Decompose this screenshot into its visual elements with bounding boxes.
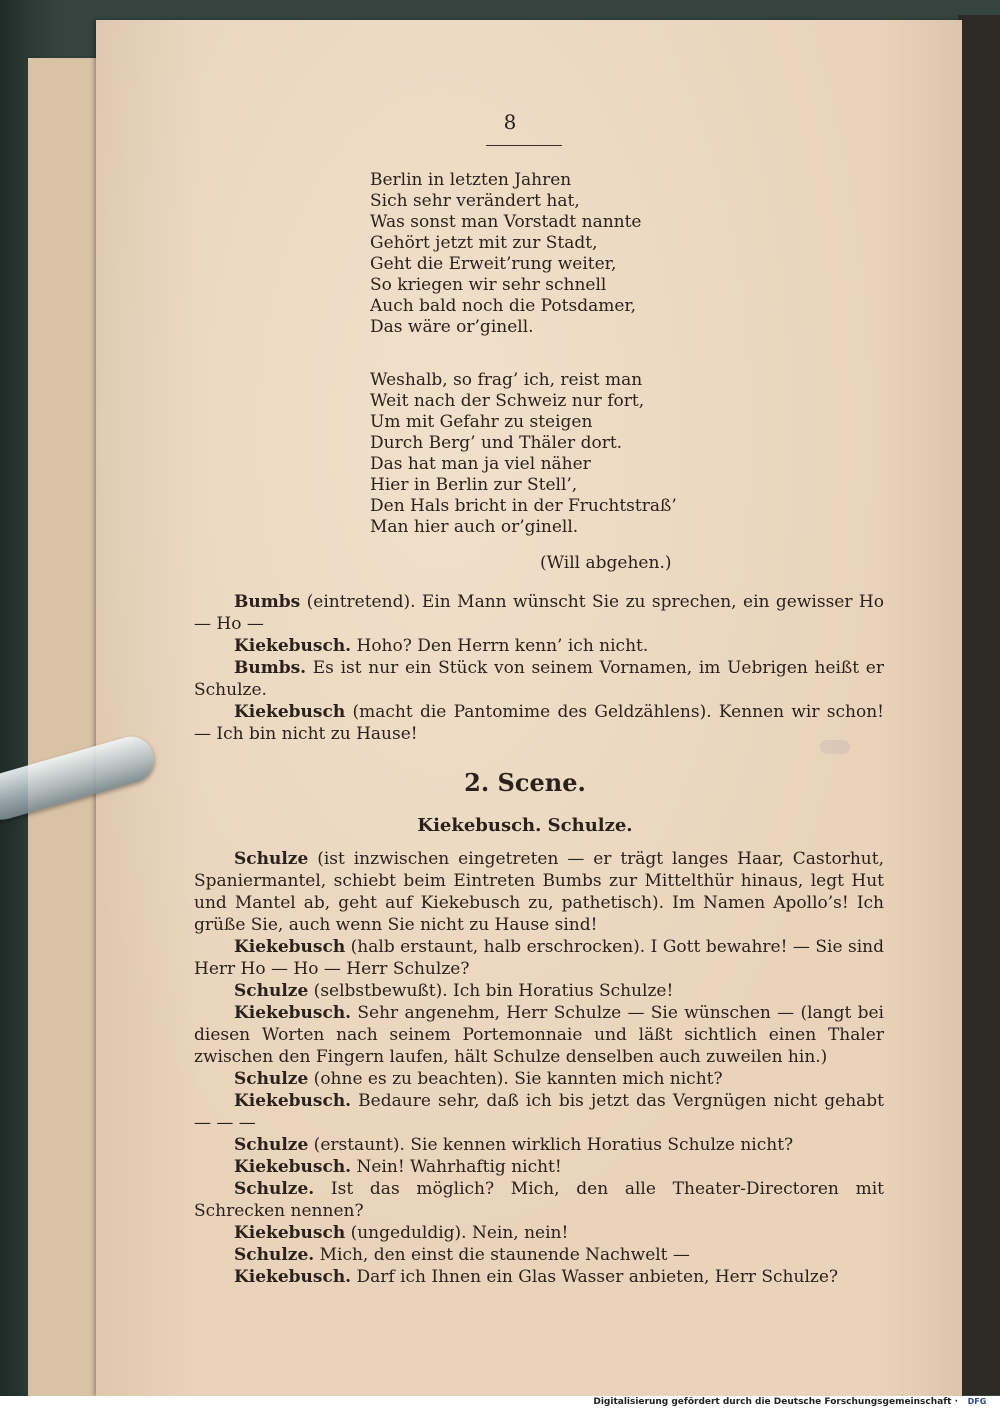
dialogue-paragraph	[194, 1178, 884, 1222]
speaker-name: Kiekebusch.	[234, 1267, 352, 1287]
verse-line: Hier in Berlin zur Stell’,	[370, 475, 578, 495]
speech-text: (ungeduldig). Nein, nein!	[345, 1223, 569, 1243]
dialogue-paragraph	[194, 657, 884, 701]
speech-text: Hoho? Den Herrn kenn’ ich nicht.	[351, 636, 649, 656]
dialogue-paragraph	[194, 1222, 884, 1244]
dialogue-paragraph	[194, 635, 884, 657]
funding-credit: Digitalisierung gefördert durch die Deutsche Forschungsgemeinschaft ·	[593, 1397, 958, 1407]
speaker-name: Schulze	[234, 849, 309, 869]
speech-text: Bedaure sehr, daß ich bis jetzt das Vergnügen nicht gehabt — — —	[194, 1091, 884, 1133]
verse-line: So kriegen wir sehr schnell	[370, 275, 607, 295]
dialogue-paragraph	[194, 1156, 884, 1178]
dialogue-paragraph	[194, 936, 884, 980]
dialogue-paragraph	[194, 1068, 884, 1090]
speaker-name: Schulze	[234, 1135, 309, 1155]
verse-line: Durch Berg’ und Thäler dort.	[370, 433, 623, 453]
verse-line: Das wäre or’ginell.	[370, 317, 534, 337]
speech-text: (erstaunt). Sie kennen wirklich Horatius Schulze nicht?	[308, 1135, 794, 1155]
dialogue-paragraph	[194, 701, 884, 745]
speaker-name: Kiekebusch	[234, 937, 346, 957]
dialogue-paragraph	[194, 1134, 884, 1156]
verse-line: Sich sehr verändert hat,	[370, 191, 580, 211]
speech-text: (ohne es zu beachten). Sie kannten mich nicht?	[308, 1069, 723, 1089]
page-number-rule	[486, 145, 562, 146]
dialogue-paragraph	[194, 1002, 884, 1068]
scene-persons: Kiekebusch. Schulze.	[417, 815, 633, 836]
book-cover-edge	[958, 15, 1000, 1395]
verse-stanza-2	[370, 370, 790, 538]
verse-line: Gehört jetzt mit zur Stadt,	[370, 233, 598, 253]
speech-text: (halb erstaunt, halb erschrocken). I Gott bewahre! — Sie sind Herr Ho — Ho — Herr Schulze?	[194, 937, 884, 979]
verse-stanza-1	[370, 170, 790, 338]
speech-text: Es ist nur ein Stück von seinem Vornamen, im Uebrigen heißt er Schulze.	[194, 658, 884, 700]
verse-line: Auch bald noch die Potsdamer,	[370, 296, 637, 316]
speech-text: (eintretend). Ein Mann wünscht Sie zu sprechen, ein gewisser Ho — Ho —	[194, 592, 884, 634]
speaker-name: Schulze	[234, 1069, 309, 1089]
dfg-logo: DFG	[967, 1397, 987, 1406]
dialogue-paragraph	[194, 980, 884, 1002]
speaker-name: Schulze.	[234, 1179, 315, 1199]
ink-smudge	[820, 740, 850, 754]
speaker-name: Bumbs	[234, 592, 301, 612]
verse-line: Berlin in letzten Jahren	[370, 170, 572, 190]
speech-text: Sehr angenehm, Herr Schulze — Sie wünschen — (langt bei diesen Worten nach seinem Portemonnaie und läßt sichtlich einen Thaler zwischen den Fingern laufen, hält Schulze denselben auch zuweilen hin.)	[194, 1003, 884, 1067]
verse-line: Weshalb, so frag’ ich, reist man	[370, 370, 643, 390]
stage-direction: (Will abgehen.)	[540, 553, 672, 573]
verse-line: Um mit Gefahr zu steigen	[370, 412, 593, 432]
speech-text: Darf ich Ihnen ein Glas Wasser anbieten, Herr Schulze?	[351, 1267, 839, 1287]
speech-text: (macht die Pantomime des Geldzählens). Kennen wir schon! — Ich bin nicht zu Hause!	[194, 702, 884, 744]
dialogue-paragraph	[194, 848, 884, 936]
verse-line: Weit nach der Schweiz nur fort,	[370, 391, 645, 411]
dialogue-paragraph	[194, 1266, 884, 1288]
speaker-name: Schulze.	[234, 1245, 315, 1265]
page-number: 8	[503, 110, 517, 134]
dialogue-paragraph	[194, 1244, 884, 1266]
speaker-name: Kiekebusch.	[234, 1157, 352, 1177]
speech-text: Ist das möglich? Mich, den alle Theater-Directoren mit Schrecken nennen?	[194, 1179, 884, 1221]
speech-text: Mich, den einst die staunende Nachwelt —	[314, 1245, 690, 1265]
verse-line: Den Hals bricht in der Fruchtstraß’	[370, 496, 677, 516]
speaker-name: Kiekebusch	[234, 1223, 346, 1243]
speech-text: (selbstbewußt). Ich bin Horatius Schulze!	[308, 981, 674, 1001]
verse-line: Man hier auch or’ginell.	[370, 517, 579, 537]
verse-line: Was sonst man Vorstadt nannte	[370, 212, 642, 232]
speech-text: (ist inzwischen eingetreten — er trägt langes Haar, Castorhut, Spaniermantel, schiebt beim Eintreten Bumbs zur Mittelthür hinaus, legt Hut und Mantel ab, geht auf Kiekebusch zu, pathetisch). Im Namen Apollo’s! Ich grüße Sie, auch wenn Sie nicht zu Hause sind!	[194, 849, 884, 935]
verse-line: Das hat man ja viel näher	[370, 454, 591, 474]
scene-title: 2. Scene.	[464, 768, 586, 797]
dialogue-paragraph	[194, 591, 884, 635]
dialogue-paragraph	[194, 1090, 884, 1134]
dialogue-block-2	[194, 848, 884, 1288]
speaker-name: Bumbs.	[234, 658, 307, 678]
speech-text: Nein! Wahrhaftig nicht!	[351, 1157, 562, 1177]
dialogue-block-1	[194, 591, 884, 745]
speaker-name: Schulze	[234, 981, 309, 1001]
speaker-name: Kiekebusch.	[234, 1003, 352, 1023]
speaker-name: Kiekebusch.	[234, 1091, 352, 1111]
speaker-name: Kiekebusch.	[234, 636, 352, 656]
speaker-name: Kiekebusch	[234, 702, 346, 722]
verse-line: Geht die Erweit’rung weiter,	[370, 254, 617, 274]
